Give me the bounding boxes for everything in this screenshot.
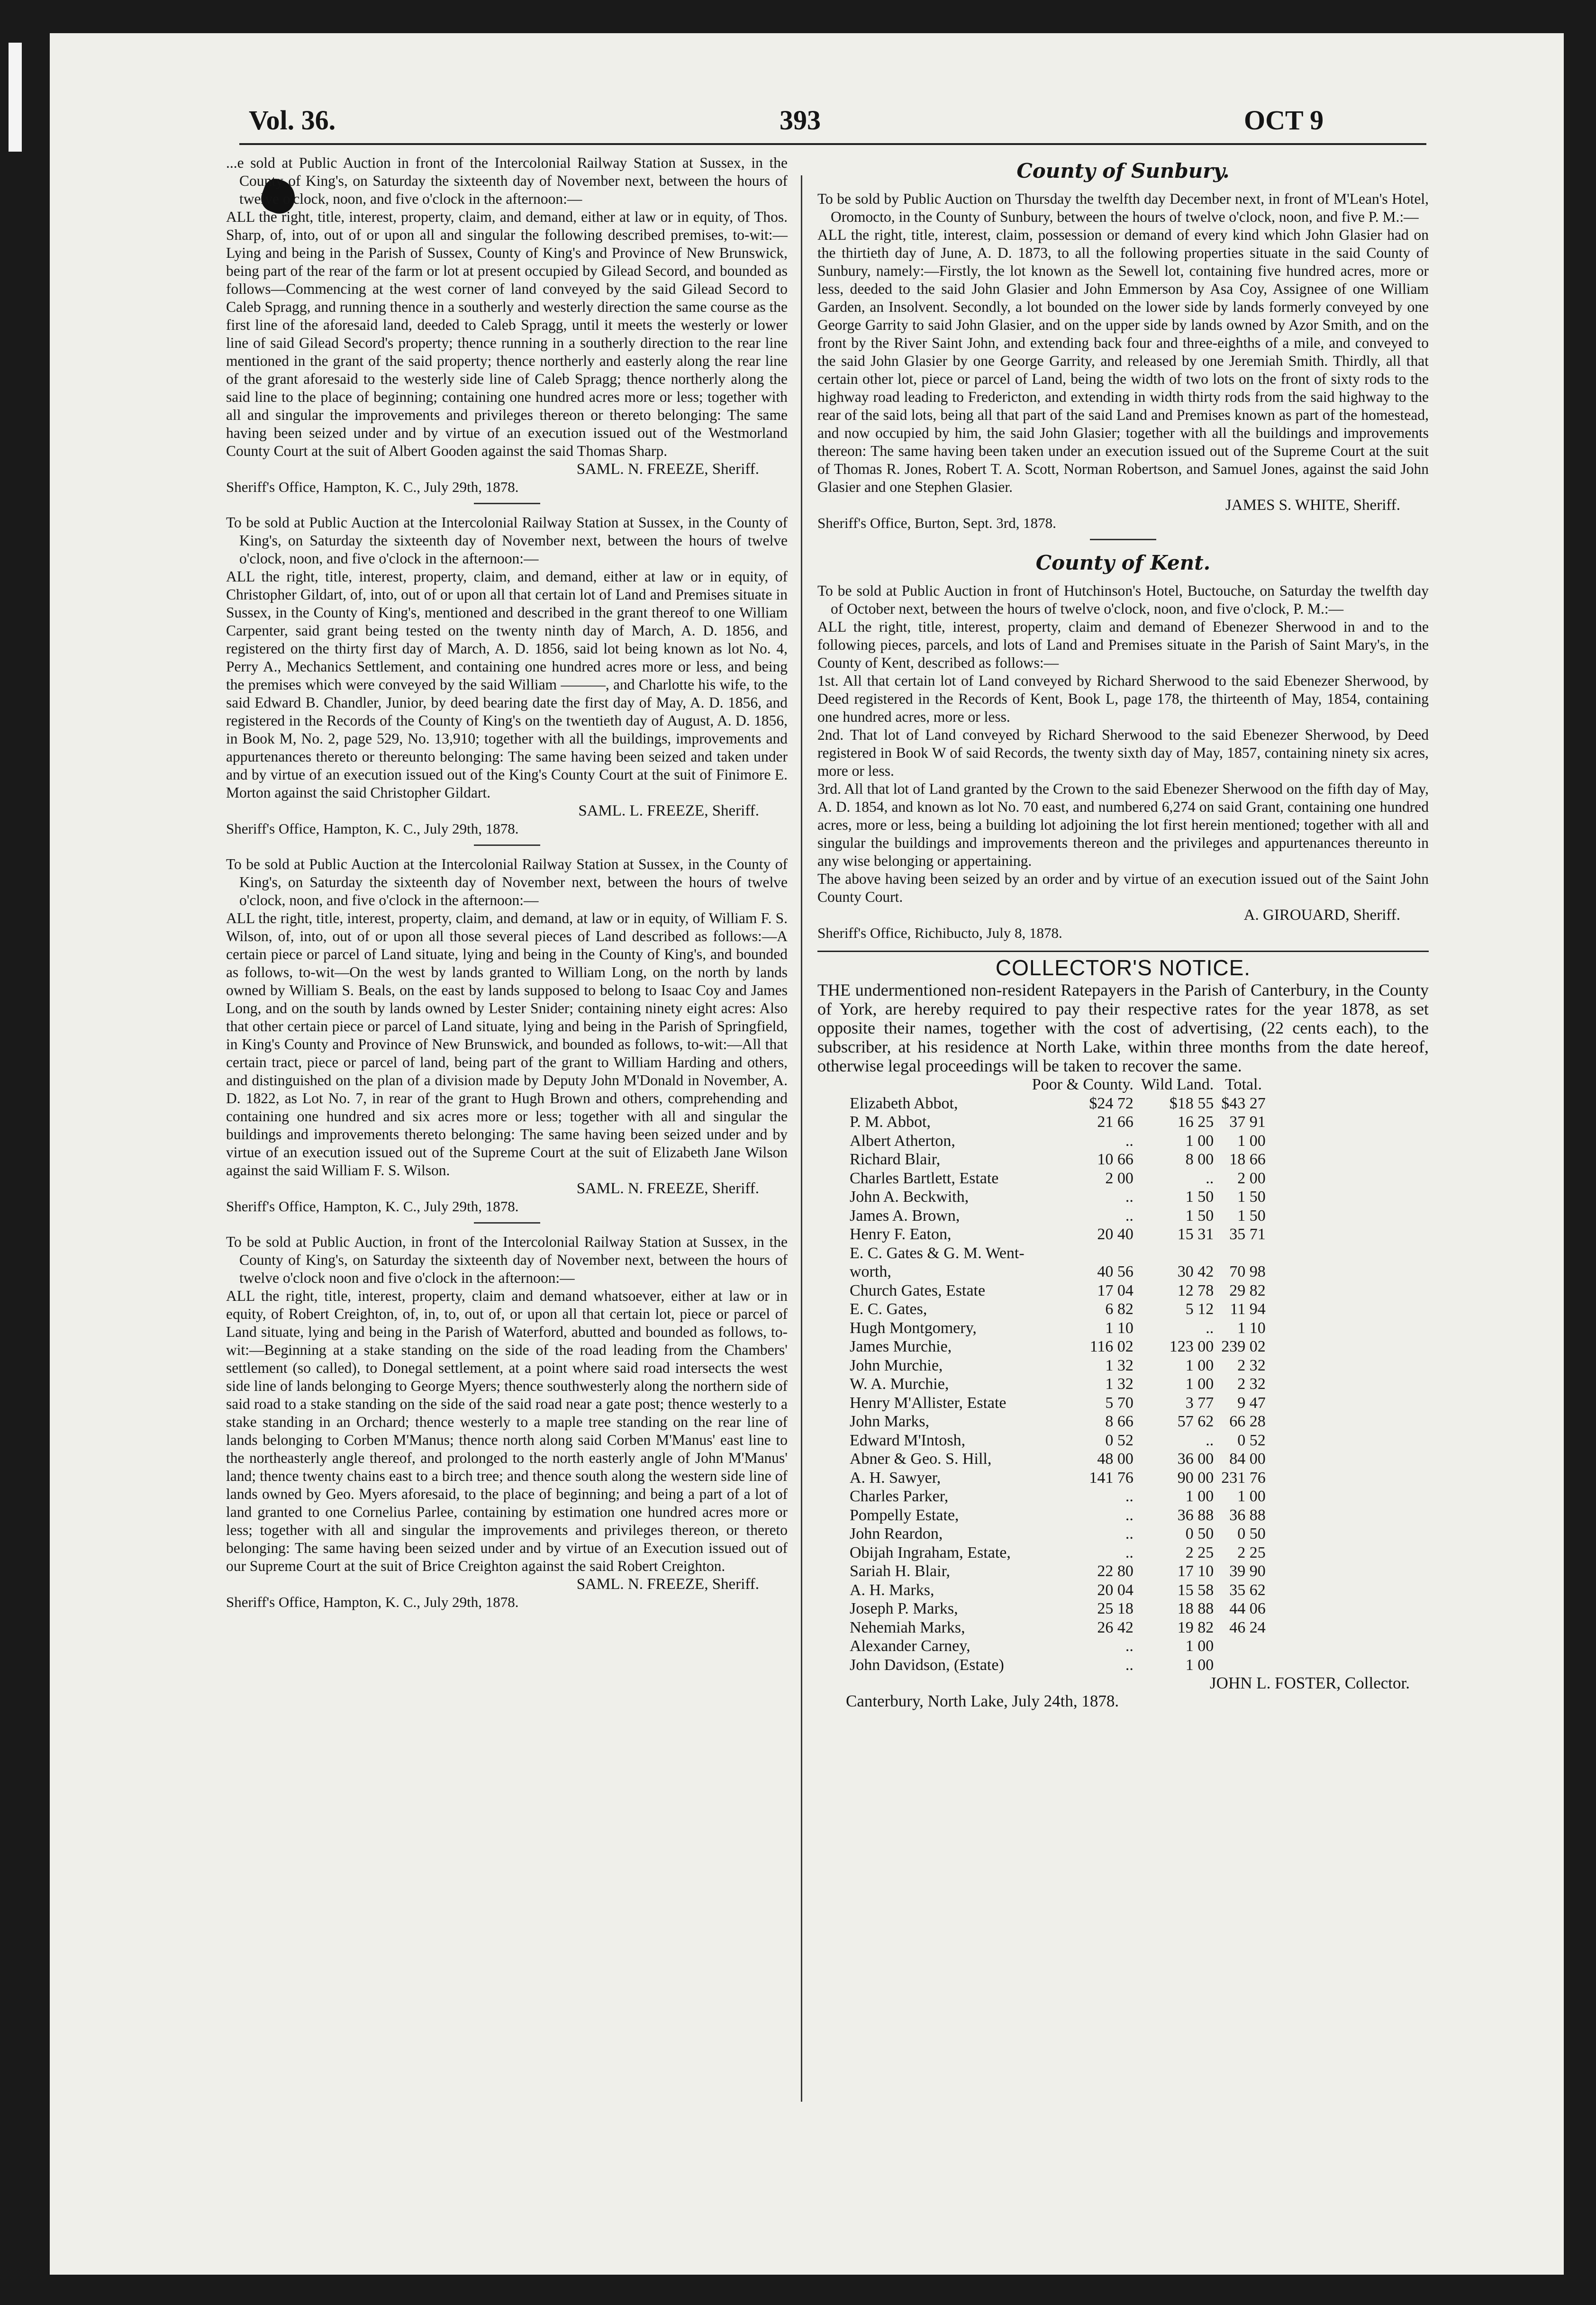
collector-intro: THE undermentioned non-resident Ratepayers in the Parish of Canterbury, in the County of York, are hereby required to pay their respective rates for the year 1878, as set opposite their names, together with the cost of advertising, (22 cents each), to the subscriber, at his residence at North Lake, within three months from the date hereof, otherwise legal proceedings will be taken to recover the same.	[817, 980, 1429, 1075]
wild-land-rate: $18 55	[1169, 1094, 1214, 1112]
notice-body: ALL the right, title, interest, property, claim, and demand, at law or in equity, of William F. S. Wilson, of, into, out of or upon all those several pieces of Land described as follows:—A certain piece or parcel of Land situate, lying and being in the County of King's, and bounded as follows, to-wit—On the west by lands granted to William Long, on the north by lands owned by William S. Beals, on the east by lands supposed to belong to Isaac Coy and James Long, and on the south by lands owned by Lester Snider; containing ninety eight acres: Also that other certain piece or parcel of Land situate, lying and being in the Parish of Springfield, in King's County and Province of New Brunswick, and bounded as follows, to-wit:—All that certain tract, piece or parcel of land, being part of the grant to William Harding and others, and distinguished on the plan of a division made by Deputy John M'Donald in November, A. D. 1822, as Lot No. 7, in rear of the grant to Hugh Brown and others, comprehending and containing one hundred and six acres more or less; together with all and singular the buildings and improvements thereto belonging: The same having been seized under and by virtue of an execution issued out of the Supreme Court at the suit of Elizabeth Jane Wilson against the said William F. S. Wilson.	[226, 910, 788, 1179]
ratepayer-name: Joseph P. Marks,	[850, 1600, 958, 1617]
notice-separator	[474, 503, 540, 504]
total-rate: 1 50	[1237, 1207, 1266, 1225]
collector-title: COLLECTOR'S NOTICE.	[995, 955, 1251, 980]
wild-land-rate: 90 00	[1177, 1469, 1214, 1487]
poor-county-rate: 1 32	[1105, 1375, 1134, 1393]
total-rate: 2 00	[1237, 1169, 1266, 1187]
wild-land-rate: 1 00	[1185, 1375, 1214, 1393]
poor-county-rate: 116 02	[1089, 1338, 1134, 1355]
volume-label: Vol. 36.	[249, 105, 336, 136]
notice-separator	[1090, 539, 1156, 540]
ratepayer-name: John Marks,	[850, 1413, 930, 1430]
notice-body: ALL the right, title, interest, property, claim, and demand, either at law or in equity, of Christopher Gildart, of, into, out of or upon all that certain lot of Land and Premises situate in Sussex, in the County of King's, mentioned and described in the grant thereof to one William Carpenter, said grant being tested on the twenty ninth day of March, A. D. 1856, and registered on the thirty first day of March, A. D. 1856, said lot being known as lot No. 4, Perry A., Mechanics Settlement, and containing one hundred acres more or less, and being the premises which were conveyed by the said William ———, and Charlotte his wife, to the said Edward B. Chandler, Junior, by deed bearing date the first day of May, A. D. 1856, and registered in the Records of the County of King's on the twentieth day of August, A. D. 1856, in Book M, No. 2, page 529, No. 13,910; together with all the buildings, improvements and appurtenances thereto or thereunto belonging: The same having been seized and taken under and by virtue of an execution issued out of the King's County Court at the suit of Finimore E. Morton against the said Christopher Gildart.	[226, 568, 788, 801]
total-rate: 1 00	[1237, 1132, 1266, 1150]
notice-intro: ...e sold at Public Auction in front of the Intercolonial Railway Station at Sussex, in the County of King's, on Saturday the sixteenth day of November next, between the hours of twelve o'clock, noon, and five o'clock in the afternoon:—	[226, 154, 788, 207]
wild-land-rate: 1 00	[1185, 1637, 1214, 1655]
table-row	[846, 1656, 1270, 1675]
ratepayer-name: W. A. Murchie,	[850, 1375, 949, 1393]
ratepayer-name: Albert Atherton,	[850, 1132, 955, 1150]
notice-office: Sheriff's Office, Hampton, K. C., July 29th, 1878.	[226, 1198, 519, 1215]
table-row	[846, 1431, 1270, 1450]
ratepayer-name: John A. Beckwith,	[850, 1188, 969, 1206]
poor-county-rate: ..	[1125, 1132, 1134, 1150]
total-rate: 18 66	[1229, 1151, 1266, 1168]
total-rate: 37 91	[1229, 1113, 1266, 1131]
ratepayer-name: John Murchie,	[850, 1356, 943, 1374]
notice-signature: A. GIROUARD, Sheriff.	[1243, 907, 1400, 924]
total-rate: 29 82	[1229, 1281, 1266, 1299]
kent-item-3: 3rd. All that lot of Land granted by the Crown to the said Ebenezer Sherwood on the fifth day of May, A. D. 1854, and known as lot No. 70 east, and numbered 6,274 on said Grant, containing one hundred acres, more or less, being a building lot adjoining the lot first herein mentioned; together with all and singular the buildings and improvements thereon and the privileges and appurtenances thereunto in any wise belonging or appertaining.	[817, 780, 1429, 869]
ratepayer-name: James Murchie,	[850, 1338, 952, 1355]
wild-land-rate: 123 00	[1169, 1338, 1214, 1355]
table-row	[846, 1469, 1270, 1488]
total-rate	[1217, 1656, 1270, 1675]
wild-land-rate: 5 12	[1185, 1300, 1214, 1318]
ratepayer-name: E. C. Gates,	[850, 1300, 927, 1318]
ratepayer-name: Nehemiah Marks,	[850, 1618, 965, 1636]
kent-item-2: 2nd. That lot of Land conveyed by Richard Sherwood to the said Ebenezer Sherwood, by Deed registered in Book W of said Records, the twenty sixth day of May, 1857, containing ninety six acres, more or less.	[817, 726, 1429, 779]
table-row	[846, 1244, 1270, 1263]
total-rate: 1 10	[1237, 1319, 1266, 1337]
ratepayer-name: P. M. Abbot,	[850, 1113, 931, 1131]
column-header: Wild Land.	[1141, 1076, 1214, 1093]
kent-item-1: 1st. All that certain lot of Land conveyed by Richard Sherwood to the said Ebenezer Sherwood, by Deed registered in the Records of Kent, Book L, page 178, the thirteenth of May, 1854, containing one hundred acres, more or less.	[817, 672, 1429, 725]
wild-land-rate: 30 42	[1177, 1263, 1214, 1280]
table-row	[846, 1637, 1270, 1656]
ratepayer-name: Abner & Geo. S. Hill,	[850, 1450, 992, 1468]
total-rate	[1217, 1637, 1270, 1656]
total-rate: 0 50	[1237, 1525, 1266, 1543]
poor-county-rate: 6 82	[1105, 1300, 1134, 1318]
ratepayer-name: Pompelly Estate,	[850, 1506, 959, 1524]
collector-signature: JOHN L. FOSTER, Collector.	[1210, 1674, 1410, 1692]
notice-body: ALL the right, title, interest, property, claim and demand of Ebenezer Sherwood in and to the following pieces, parcels, and lots of Land and Premises situate in the Parish of Saint Mary's, in the County of Kent, described as follows:—	[817, 618, 1429, 671]
notice-intro: To be sold at Public Auction, in front of the Intercolonial Railway Station at Sussex, in the County of King's, on Saturday the sixteenth day of November next, between the hours of twelve o'clock noon and five o'clock in the afternoon:—	[226, 1234, 788, 1286]
total-rate: $43 27	[1221, 1094, 1266, 1112]
ratepayer-name: worth,	[850, 1263, 891, 1280]
total-rate: 1 00	[1237, 1488, 1266, 1505]
ratepayer-name: Church Gates, Estate	[850, 1281, 986, 1299]
poor-county-rate	[1028, 1244, 1137, 1263]
poor-county-rate: ..	[1125, 1506, 1134, 1524]
poor-county-rate: 26 42	[1097, 1618, 1134, 1636]
notice-office: Sheriff's Office, Burton, Sept. 3rd, 1878.	[817, 515, 1056, 531]
header-rule	[239, 143, 1426, 145]
poor-county-rate: 21 66	[1097, 1113, 1134, 1131]
wild-land-rate: 1 00	[1185, 1132, 1214, 1150]
poor-county-rate: ..	[1125, 1637, 1134, 1655]
total-rate: 1 50	[1237, 1188, 1266, 1206]
notice-signature: JAMES S. WHITE, Sheriff.	[1225, 497, 1400, 514]
ratepayer-name: A. H. Marks,	[850, 1581, 934, 1599]
total-rate	[1217, 1244, 1270, 1263]
total-rate: 35 62	[1229, 1581, 1266, 1599]
total-rate: 35 71	[1229, 1225, 1266, 1243]
total-rate: 9 47	[1237, 1394, 1266, 1412]
wild-land-rate: ..	[1206, 1169, 1214, 1187]
table-row	[846, 1150, 1270, 1169]
notice-office: Sheriff's Office, Hampton, K. C., July 29th, 1878.	[226, 1594, 519, 1610]
table-row	[846, 1525, 1270, 1543]
total-rate: 2 32	[1237, 1356, 1266, 1374]
collector-top-rule	[817, 951, 1429, 952]
column-header	[846, 1075, 1028, 1094]
table-row	[846, 1562, 1270, 1581]
poor-county-rate: $24 72	[1089, 1094, 1134, 1112]
table-row	[846, 1319, 1270, 1338]
total-rate: 0 52	[1237, 1431, 1266, 1449]
ratepayer-name: James A. Brown,	[850, 1207, 960, 1225]
notice-signature: SAML. N. FREEZE, Sheriff.	[576, 1180, 759, 1197]
poor-county-rate: ..	[1125, 1207, 1134, 1225]
table-row	[846, 1581, 1270, 1600]
ratepayer-name: Obijah Ingraham, Estate,	[850, 1543, 1011, 1561]
page-number: 393	[780, 105, 821, 136]
wild-land-rate: 2 25	[1185, 1543, 1214, 1561]
table-row	[846, 1356, 1270, 1375]
kent-notice	[817, 550, 1429, 942]
table-row	[846, 1543, 1270, 1562]
scan-edge-mark	[9, 43, 22, 152]
poor-county-rate: 2 00	[1105, 1169, 1134, 1187]
wild-land-rate: 15 58	[1177, 1581, 1214, 1599]
table-row	[846, 1300, 1270, 1319]
poor-county-rate: 10 66	[1097, 1151, 1134, 1168]
poor-county-rate: ..	[1125, 1525, 1134, 1543]
table-row	[846, 1618, 1270, 1637]
wild-land-rate: 36 00	[1177, 1450, 1214, 1468]
ratepayer-name: Charles Bartlett, Estate	[850, 1169, 999, 1187]
page-header	[50, 33, 1564, 147]
ratepayer-name: Hugh Montgomery,	[850, 1319, 977, 1337]
notice-signature: SAML. L. FREEZE, Sheriff.	[578, 802, 759, 819]
poor-county-rate: 20 04	[1097, 1581, 1134, 1599]
table-row	[846, 1487, 1270, 1506]
notice-separator	[474, 844, 540, 846]
sale-notice-wilson	[226, 855, 788, 1216]
wild-land-rate: 1 00	[1185, 1656, 1214, 1674]
issue-date: OCT 9	[1244, 105, 1324, 136]
left-column	[226, 154, 788, 1611]
wild-land-rate: ..	[1206, 1319, 1214, 1337]
poor-county-rate: 1 32	[1105, 1356, 1134, 1374]
table-row	[846, 1188, 1270, 1207]
ratepayer-name: Henry M'Allister, Estate	[850, 1394, 1007, 1412]
poor-county-rate: 48 00	[1097, 1450, 1134, 1468]
ratepayer-name: Henry F. Eaton,	[850, 1225, 952, 1243]
wild-land-rate: 1 00	[1185, 1488, 1214, 1505]
poor-county-rate: 1 10	[1105, 1319, 1134, 1337]
wild-land-rate: 15 31	[1177, 1225, 1214, 1243]
ratepayer-name: E. C. Gates & G. M. Went-	[850, 1244, 1025, 1262]
notice-office: Sheriff's Office, Hampton, K. C., July 29th, 1878.	[226, 820, 519, 837]
table-row	[846, 1225, 1270, 1244]
total-rate: 39 90	[1229, 1562, 1266, 1580]
table-header-row	[846, 1075, 1270, 1094]
notice-office: Sheriff's Office, Richibucto, July 8, 1878.	[817, 925, 1062, 941]
column-header: Poor & County.	[1032, 1076, 1134, 1093]
poor-county-rate: 17 04	[1097, 1281, 1134, 1299]
table-row	[846, 1132, 1270, 1151]
wild-land-rate: 18 88	[1177, 1600, 1214, 1617]
table-row	[846, 1450, 1270, 1469]
notice-body: ALL the right, title, interest, property, claim, and demand, either at law or in equity, of Thos. Sharp, of, into, out of or upon all and singular the following described premises, to-wit:—Lying and being in the Parish of Sussex, County of King's and Province of New Brunswick, being part of the rear of the farm or lot at present occupied by Gilead Secord, and bounded as follows—Commencing at the west corner of land conveyed by the said Gilead Secord to Caleb Spragg, and running thence in a southerly and westerly direction the same course as the first line of the aforesaid land, deeded to Caleb Spragg, until it meets the westerly or lower line of said Gilead Secord's property; thence running in a southerly direction to the rear line mentioned in the grant of the said property; thence northerly and easterly along the rear line of the grant aforesaid to the westerly side line of Caleb Spragg; thence northerly along the said line to the place of beginning; containing one hundred acres more or less; together with all and singular the improvements and privileges thereon or thereto belonging: The same having been seized under and by virtue of an execution issued out of the Westmorland County Court at the suit of Albert Gooden against the said Thomas Sharp.	[226, 209, 788, 459]
poor-county-rate: ..	[1125, 1488, 1134, 1505]
county-heading: County of Sunbury.	[1016, 159, 1230, 182]
poor-county-rate: 141 76	[1089, 1469, 1134, 1487]
total-rate: 231 76	[1221, 1469, 1266, 1487]
poor-county-rate: 40 56	[1097, 1263, 1134, 1280]
wild-land-rate: 17 10	[1177, 1562, 1214, 1580]
right-column	[817, 154, 1429, 1710]
table-row	[846, 1094, 1270, 1113]
column-header: Total.	[1225, 1076, 1262, 1093]
wild-land-rate	[1137, 1244, 1217, 1263]
newspaper-page	[50, 33, 1564, 2275]
wild-land-rate: 0 50	[1185, 1525, 1214, 1543]
poor-county-rate: ..	[1125, 1543, 1134, 1561]
notice-body: ALL the right, title, interest, claim, possession or demand of every kind which John Glasier had on the thirtieth day of June, A. D. 1873, to all the following properties situate in the said County of Sunbury, namely:—Firstly, the lot known as the Sewell lot, containing five hundred acres, more or less, deeded to the said John Glasier and John Emmerson by Asa Coy, Assignee of one William Garden, an Insolvent. Secondly, a lot bounded on the lower side by lands formerly conveyed by one George Garrity to said John Glasier, and on the upper side by lands owned by Azor Smith, and on the front by the River Saint John, and extending back four and three-eighths of a mile, and conveyed to the said John Glasier by one George Garrity, and released by one Jeremiah Smith. Thirdly, all that certain other lot, piece or parcel of Land, being the width of two lots on the front of sixty rods to the highway road leading to Fredericton, and extending in width thirty rods from the said highway to the rear of the said lots, being all that part of the said Land and Premises known as part of the homestead, and now occupied by him, the said John Glasier; together with all the buildings and improvements thereon: The same having been taken under an execution issued out of the Supreme Court at the suit of Thomas R. Jones, Robert T. A. Scott, Norman Robertson, and Samuel Jones, against the said John Glasier and one Stephen Glasier.	[817, 227, 1429, 495]
notice-signature: SAML. N. FREEZE, Sheriff.	[576, 1576, 759, 1593]
table-row	[846, 1337, 1270, 1356]
ratepayer-name: Alexander Carney,	[850, 1637, 970, 1655]
wild-land-rate: 19 82	[1177, 1618, 1214, 1636]
column-divider	[801, 175, 802, 2102]
poor-county-rate: ..	[1125, 1188, 1134, 1206]
sunbury-notice	[817, 158, 1429, 532]
table-row	[846, 1262, 1270, 1281]
kent-closing: The above having been seized by an order and by virtue of an execution issued out of the Saint John County Court.	[817, 871, 1429, 905]
notice-signature: SAML. N. FREEZE, Sheriff.	[576, 461, 759, 478]
total-rate: 239 02	[1221, 1338, 1266, 1355]
notice-intro: To be sold by Public Auction on Thursday the twelfth day December next, in front of M'Lean's Hotel, Oromocto, in the County of Sunbury, between the hours of twelve o'clock, noon, and five P. M.:—	[817, 191, 1429, 225]
table-row	[846, 1207, 1270, 1225]
table-row	[846, 1113, 1270, 1132]
table-row	[846, 1375, 1270, 1394]
collectors-notice	[817, 955, 1429, 1710]
table-row	[846, 1281, 1270, 1300]
ratepayer-name: Charles Parker,	[850, 1488, 949, 1505]
county-heading: County of Kent.	[1035, 551, 1211, 574]
poor-county-rate: 5 70	[1105, 1394, 1134, 1412]
notice-separator	[474, 1222, 540, 1224]
sale-notice-gildart	[226, 514, 788, 838]
ratepayer-name: Richard Blair,	[850, 1151, 941, 1168]
notice-intro: To be sold at Public Auction in front of Hutchinson's Hotel, Buctouche, on Saturday the twelfth day of October next, between the hours of twelve o'clock, noon, and five o'clock, P. M.:—	[817, 582, 1429, 617]
poor-county-rate: ..	[1125, 1656, 1134, 1674]
wild-land-rate: 57 62	[1177, 1413, 1214, 1430]
collector-place-date: Canterbury, North Lake, July 24th, 1878.	[846, 1692, 1119, 1710]
ratepayer-name: A. H. Sawyer,	[850, 1469, 941, 1487]
ratepayer-name: Sariah H. Blair,	[850, 1562, 951, 1580]
total-rate: 36 88	[1229, 1506, 1266, 1524]
sale-notice-creighton	[226, 1233, 788, 1611]
notice-intro: To be sold at Public Auction at the Intercolonial Railway Station at Sussex, in the County of King's, on Saturday the sixteenth day of November next, between the hours of twelve o'clock, noon, and five o'clock in the afternoon:—	[226, 514, 788, 567]
wild-land-rate: 1 00	[1185, 1356, 1214, 1374]
ratepayer-name: John Reardon,	[850, 1525, 943, 1543]
wild-land-rate: 8 00	[1185, 1151, 1214, 1168]
wild-land-rate: 12 78	[1177, 1281, 1214, 1299]
notice-office: Sheriff's Office, Hampton, K. C., July 29th, 1878.	[226, 479, 519, 495]
wild-land-rate: ..	[1206, 1431, 1214, 1449]
wild-land-rate: 3 77	[1185, 1394, 1214, 1412]
total-rate: 70 98	[1229, 1263, 1266, 1280]
total-rate: 84 00	[1229, 1450, 1266, 1468]
table-row	[846, 1506, 1270, 1525]
poor-county-rate: 20 40	[1097, 1225, 1134, 1243]
notice-body: ALL the right, title, interest, property, claim and demand whatsoever, either at law or in equity, of Robert Creighton, of, in, to, out of, or upon all that certain lot, piece or parcel of Land situate, lying and being in the Parish of Waterford, abutted and bounded as follows, to-wit:—Beginning at a stake standing on the side of the road leading from the Chambers' settlement (so called), to Donegal settlement, at a point where said road intersects the west side line of lands belonging to George Myers; thence southwesterly along the northern side of said road to a stake standing on the side of the said road near a gate post; thence westerly to a stake standing in an Orchard; thence westerly to a maple tree standing on the rear line of lands belonging to Corben M'Manus; thence north along said Corben M'Manus' east line to the northeasterly angle thereof, and prolonged to the north easterly angle of John M'Manus' land; thence twenty chains east to a birch tree; and thence south along the western side line of lands owned by Geo. Myers aforesaid, to the place of beginning; and being a part of a lot of land granted to one Cornelius Parlee, containing by estimation one hundred acres more or less; together with all and singular the improvements and privileges thereon, or thereto belonging: The same having been seized under and by virtue of an Execution issued out of our Supreme Court at the suit of Brice Creighton against the said Robert Creighton.	[226, 1288, 788, 1574]
poor-county-rate: 8 66	[1105, 1413, 1134, 1430]
ratepayer-table	[846, 1075, 1270, 1674]
wild-land-rate: 36 88	[1177, 1506, 1214, 1524]
table-row	[846, 1394, 1270, 1413]
sale-notice-sharp	[226, 154, 788, 496]
ratepayer-name: Edward M'Intosh,	[850, 1431, 966, 1449]
poor-county-rate: 22 80	[1097, 1562, 1134, 1580]
total-rate: 44 06	[1229, 1600, 1266, 1617]
total-rate: 2 32	[1237, 1375, 1266, 1393]
total-rate: 46 24	[1229, 1618, 1266, 1636]
poor-county-rate: 25 18	[1097, 1600, 1134, 1617]
total-rate: 2 25	[1237, 1543, 1266, 1561]
poor-county-rate: 0 52	[1105, 1431, 1134, 1449]
wild-land-rate: 1 50	[1185, 1188, 1214, 1206]
total-rate: 11 94	[1230, 1300, 1266, 1318]
table-row	[846, 1412, 1270, 1431]
ratepayer-rows	[846, 1094, 1270, 1675]
wild-land-rate: 1 50	[1185, 1207, 1214, 1225]
ratepayer-name: John Davidson, (Estate)	[850, 1656, 1004, 1674]
ratepayer-name: Elizabeth Abbot,	[850, 1094, 958, 1112]
wild-land-rate: 16 25	[1177, 1113, 1214, 1131]
table-row	[846, 1169, 1270, 1188]
notice-intro: To be sold at Public Auction at the Intercolonial Railway Station at Sussex, in the County of King's, on Saturday the sixteenth day of November next, between the hours of twelve o'clock, noon, and five o'clock in the afternoon:—	[226, 856, 788, 908]
total-rate: 66 28	[1229, 1413, 1266, 1430]
table-row	[846, 1599, 1270, 1618]
